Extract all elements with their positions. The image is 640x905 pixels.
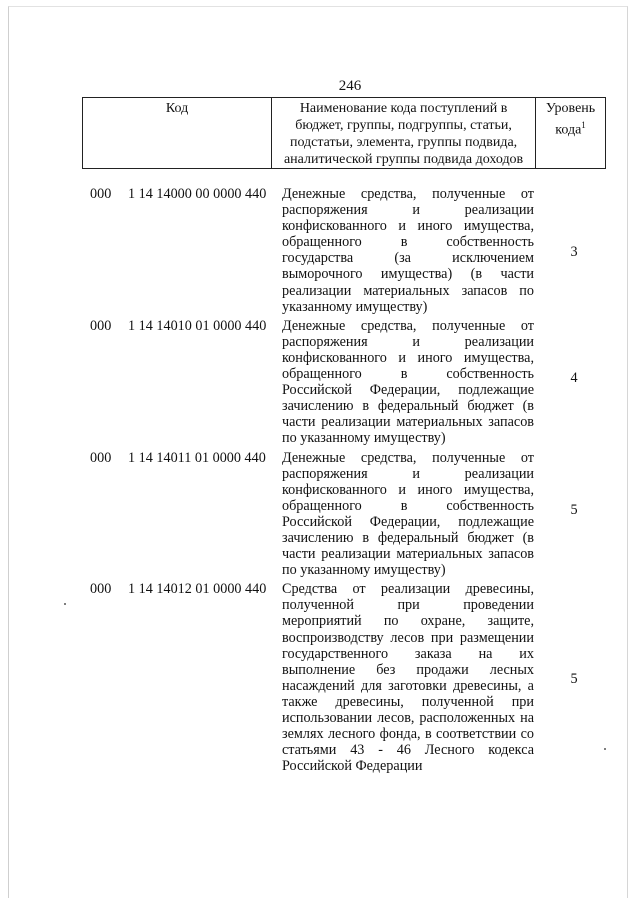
header-name: [272, 98, 536, 169]
row-level: 5: [570, 671, 578, 688]
header-level: [536, 98, 606, 169]
header-level-label: Уровень кода: [545, 101, 596, 138]
row-prefix: 000: [90, 581, 112, 598]
header-name-label: Наименование кода поступлений в бюджет, группы, подгруппы, статьи, подстатьи, элемента, группы подвида, аналитической группы подвида доходов: [283, 101, 524, 167]
page-number: 246: [338, 78, 362, 94]
row-name: Денежные средства, полученные от распоряжения и реализации конфискованного и иного имущества, обращенного в собственность Российской Федерации, подлежащие зачислению в федеральный бюджет (в части реализации материальных запасов по указанному имуществу): [282, 317, 534, 447]
row-code: 1 14 14011 01 0000 440: [128, 449, 266, 466]
header-code: [83, 98, 272, 169]
row-prefix: 000: [90, 317, 112, 334]
row-level: 4: [570, 369, 578, 386]
row-level: 5: [570, 501, 578, 518]
footnote-marker: 1: [581, 120, 586, 130]
row-prefix: 000: [90, 449, 112, 466]
row-level: 3: [570, 244, 578, 260]
row-name: Средства от реализации древесины, полученной при проведении мероприятий по охране, защите, воспроизводству лесов при размещении государственного заказа на их выполнение без продажи лесных насаждений для заготовки древесины, а также древесины, полученной при использовании лесов, расположенных на землях лесного фонда, в соответствии со статьями 43 - 46 Лесного кодекса Российской Федерации: [282, 581, 534, 775]
row-code: 1 14 14010 01 0000 440: [128, 317, 267, 334]
header-code-label: Код: [165, 101, 189, 116]
table-row: [0, 450, 640, 579]
row-name: Денежные средства, полученные от распоряжения и реализации конфискованного и иного имущества, обращенного в собственность государства (за исключением выморочного имущества) (в части реализации материальных запасов по указанному имуществу): [282, 186, 534, 315]
row-code: 1 14 14000 00 0000 440: [128, 186, 267, 202]
scan-speck: [64, 603, 66, 605]
row-code: 1 14 14012 01 0000 440: [128, 581, 267, 598]
row-name: Денежные средства, полученные от распоряжения и реализации конфискованного и иного имущества, обращенного в собственность Российской Федерации, подлежащие зачислению в федеральный бюджет (в части реализации материальных запасов по указанному имуществу): [282, 449, 534, 579]
table-row: [0, 186, 640, 315]
table-row: [0, 581, 640, 774]
code-rows: [0, 186, 640, 774]
scan-speck: [604, 748, 606, 750]
row-prefix: 000: [90, 186, 112, 202]
table-row: [0, 318, 640, 447]
table-header: [82, 97, 606, 169]
